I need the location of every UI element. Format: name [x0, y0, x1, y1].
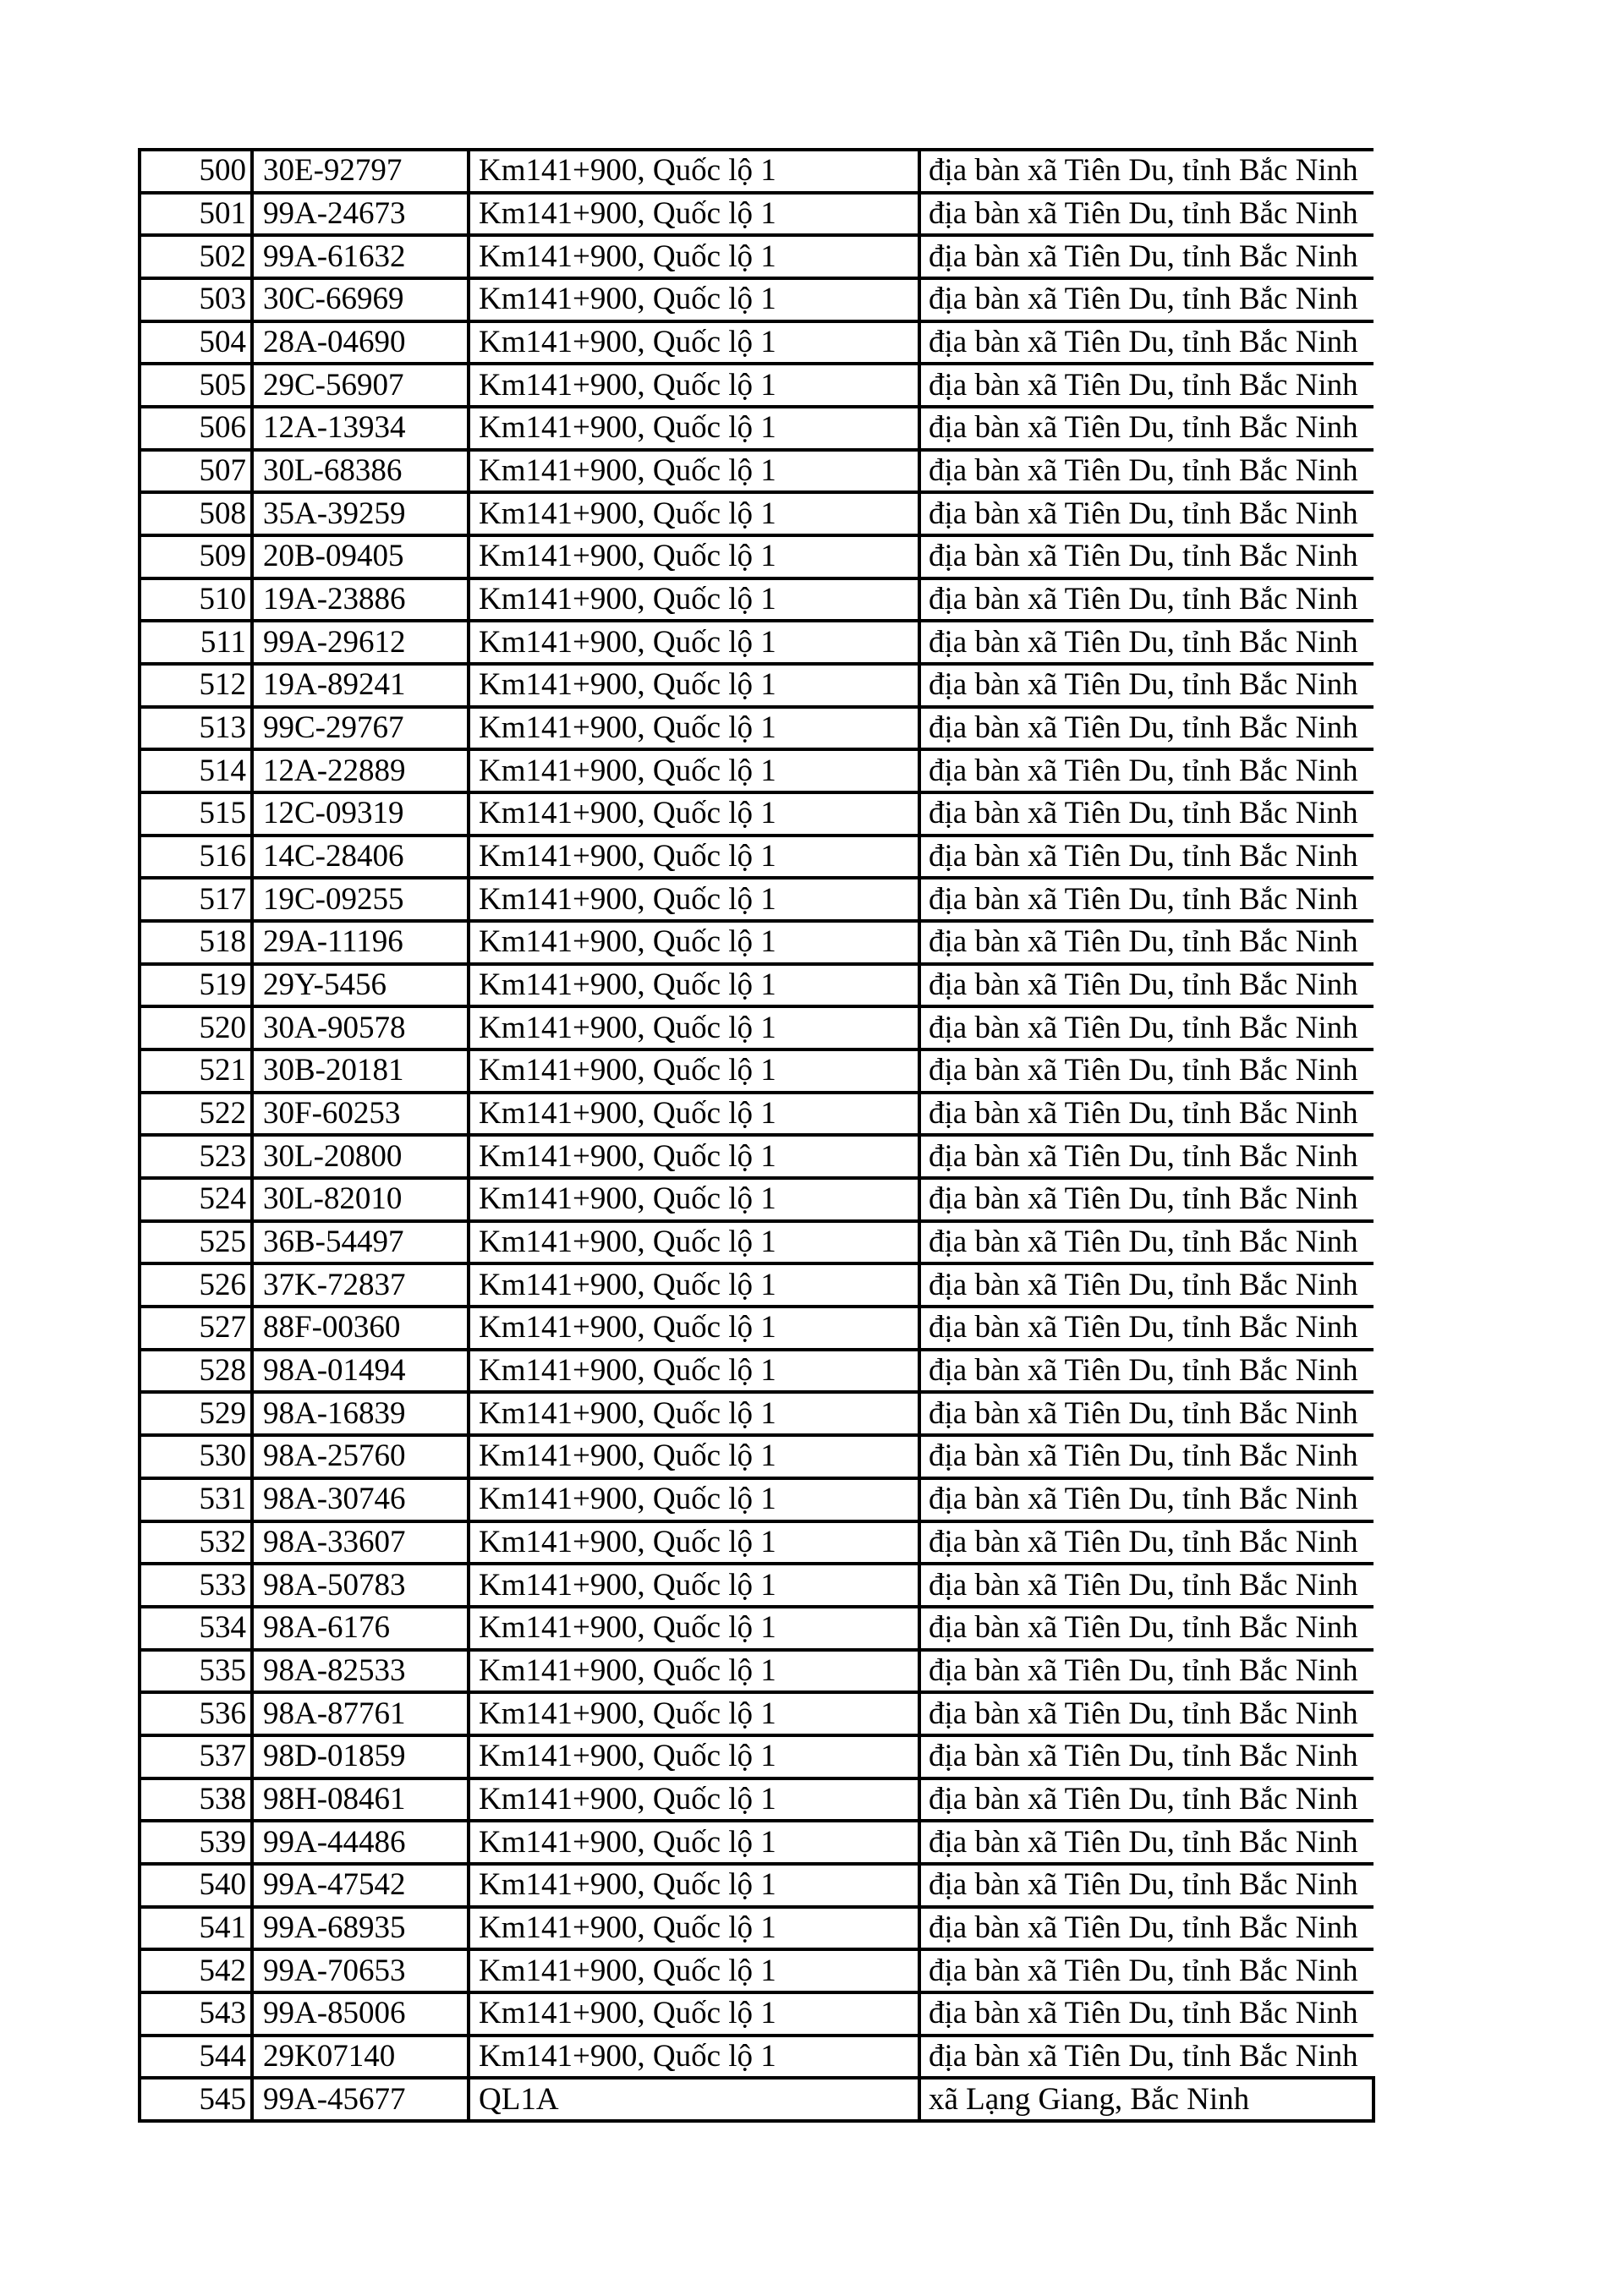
cell-row-number: 521 — [140, 1049, 252, 1093]
cell-area: địa bàn xã Tiên Du, tỉnh Bắc Ninh — [919, 749, 1374, 792]
cell-location: Km141+900, Quốc lộ 1 — [469, 1864, 919, 1907]
table-row — [140, 1778, 1374, 1822]
cell-area: địa bàn xã Tiên Du, tỉnh Bắc Ninh — [919, 1307, 1374, 1350]
table-row — [140, 749, 1374, 792]
cell-row-number: 526 — [140, 1263, 252, 1307]
table-row — [140, 1864, 1374, 1907]
cell-license-plate: 99A-29612 — [252, 621, 469, 664]
table-row — [140, 1692, 1374, 1735]
table-row — [140, 1650, 1374, 1693]
cell-license-plate: 98A-50783 — [252, 1564, 469, 1607]
cell-area: địa bàn xã Tiên Du, tỉnh Bắc Ninh — [919, 1093, 1374, 1136]
cell-row-number: 500 — [140, 150, 252, 193]
cell-location: Km141+900, Quốc lộ 1 — [469, 2036, 919, 2079]
cell-row-number: 534 — [140, 1607, 252, 1650]
cell-row-number: 537 — [140, 1735, 252, 1778]
cell-location: Km141+900, Quốc lộ 1 — [469, 1435, 919, 1478]
cell-area: địa bàn xã Tiên Du, tỉnh Bắc Ninh — [919, 1135, 1374, 1178]
cell-row-number: 543 — [140, 1992, 252, 2036]
cell-area: địa bàn xã Tiên Du, tỉnh Bắc Ninh — [919, 1735, 1374, 1778]
cell-area: địa bàn xã Tiên Du, tỉnh Bắc Ninh — [919, 707, 1374, 750]
table-row — [140, 1049, 1374, 1093]
cell-area: địa bàn xã Tiên Du, tỉnh Bắc Ninh — [919, 1692, 1374, 1735]
cell-row-number: 516 — [140, 836, 252, 879]
cell-row-number: 541 — [140, 1907, 252, 1950]
cell-area: địa bàn xã Tiên Du, tỉnh Bắc Ninh — [919, 1350, 1374, 1393]
cell-row-number: 527 — [140, 1307, 252, 1350]
table-row — [140, 321, 1374, 364]
cell-row-number: 512 — [140, 664, 252, 707]
cell-location: Km141+900, Quốc lộ 1 — [469, 1778, 919, 1822]
cell-row-number: 536 — [140, 1692, 252, 1735]
cell-area: địa bàn xã Tiên Du, tỉnh Bắc Ninh — [919, 1221, 1374, 1264]
table-row — [140, 792, 1374, 836]
table-row — [140, 1735, 1374, 1778]
cell-license-plate: 99A-45677 — [252, 2078, 469, 2121]
cell-license-plate: 98A-25760 — [252, 1435, 469, 1478]
cell-area: địa bàn xã Tiên Du, tỉnh Bắc Ninh — [919, 1778, 1374, 1822]
cell-location: Km141+900, Quốc lộ 1 — [469, 707, 919, 750]
cell-area: địa bàn xã Tiên Du, tỉnh Bắc Ninh — [919, 964, 1374, 1007]
table-body — [140, 150, 1374, 2121]
cell-license-plate: 29A-11196 — [252, 921, 469, 964]
cell-area: địa bàn xã Tiên Du, tỉnh Bắc Ninh — [919, 1821, 1374, 1864]
cell-row-number: 525 — [140, 1221, 252, 1264]
table-row — [140, 1821, 1374, 1864]
cell-license-plate: 98D-01859 — [252, 1735, 469, 1778]
cell-location: Km141+900, Quốc lộ 1 — [469, 1093, 919, 1136]
cell-location: Km141+900, Quốc lộ 1 — [469, 492, 919, 535]
cell-area: địa bàn xã Tiên Du, tỉnh Bắc Ninh — [919, 1864, 1374, 1907]
cell-row-number: 530 — [140, 1435, 252, 1478]
cell-row-number: 545 — [140, 2078, 252, 2121]
cell-license-plate: 98A-16839 — [252, 1392, 469, 1435]
table-row — [140, 1564, 1374, 1607]
cell-location: Km141+900, Quốc lộ 1 — [469, 878, 919, 921]
cell-license-plate: 12C-09319 — [252, 792, 469, 836]
cell-row-number: 523 — [140, 1135, 252, 1178]
cell-area: địa bàn xã Tiên Du, tỉnh Bắc Ninh — [919, 1907, 1374, 1950]
cell-location: Km141+900, Quốc lộ 1 — [469, 964, 919, 1007]
cell-row-number: 528 — [140, 1350, 252, 1393]
table-row — [140, 235, 1374, 278]
cell-row-number: 520 — [140, 1006, 252, 1049]
cell-row-number: 524 — [140, 1178, 252, 1221]
cell-area: địa bàn xã Tiên Du, tỉnh Bắc Ninh — [919, 278, 1374, 321]
cell-location: Km141+900, Quốc lộ 1 — [469, 621, 919, 664]
cell-location: Km141+900, Quốc lộ 1 — [469, 1135, 919, 1178]
cell-area: địa bàn xã Tiên Du, tỉnh Bắc Ninh — [919, 1049, 1374, 1093]
cell-location: Km141+900, Quốc lộ 1 — [469, 664, 919, 707]
cell-license-plate: 88F-00360 — [252, 1307, 469, 1350]
table-row — [140, 1178, 1374, 1221]
cell-location: Km141+900, Quốc lộ 1 — [469, 1350, 919, 1393]
table-row — [140, 1135, 1374, 1178]
cell-location: Km141+900, Quốc lộ 1 — [469, 407, 919, 450]
cell-area: địa bàn xã Tiên Du, tỉnh Bắc Ninh — [919, 364, 1374, 407]
table-row — [140, 193, 1374, 236]
cell-area: địa bàn xã Tiên Du, tỉnh Bắc Ninh — [919, 921, 1374, 964]
cell-row-number: 506 — [140, 407, 252, 450]
table-row — [140, 364, 1374, 407]
cell-license-plate: 30L-82010 — [252, 1178, 469, 1221]
cell-location: Km141+900, Quốc lộ 1 — [469, 235, 919, 278]
cell-license-plate: 37K-72837 — [252, 1263, 469, 1307]
cell-license-plate: 30L-68386 — [252, 450, 469, 493]
cell-license-plate: 99A-24673 — [252, 193, 469, 236]
cell-license-plate: 29C-56907 — [252, 364, 469, 407]
cell-row-number: 542 — [140, 1949, 252, 1992]
cell-license-plate: 19C-09255 — [252, 878, 469, 921]
cell-license-plate: 98A-30746 — [252, 1478, 469, 1521]
cell-row-number: 511 — [140, 621, 252, 664]
cell-license-plate: 98H-08461 — [252, 1778, 469, 1822]
cell-area: địa bàn xã Tiên Du, tỉnh Bắc Ninh — [919, 1650, 1374, 1693]
cell-row-number: 535 — [140, 1650, 252, 1693]
cell-location: Km141+900, Quốc lộ 1 — [469, 578, 919, 622]
cell-row-number: 510 — [140, 578, 252, 622]
table-row — [140, 1435, 1374, 1478]
table-row — [140, 1350, 1374, 1393]
cell-row-number: 531 — [140, 1478, 252, 1521]
cell-location: Km141+900, Quốc lộ 1 — [469, 535, 919, 578]
cell-row-number: 532 — [140, 1521, 252, 1564]
cell-license-plate: 36B-54497 — [252, 1221, 469, 1264]
cell-area: địa bàn xã Tiên Du, tỉnh Bắc Ninh — [919, 321, 1374, 364]
cell-area: địa bàn xã Tiên Du, tỉnh Bắc Ninh — [919, 150, 1374, 193]
cell-license-plate: 99A-44486 — [252, 1821, 469, 1864]
cell-row-number: 539 — [140, 1821, 252, 1864]
cell-area: địa bàn xã Tiên Du, tỉnh Bắc Ninh — [919, 1392, 1374, 1435]
cell-location: Km141+900, Quốc lộ 1 — [469, 1949, 919, 1992]
table-row — [140, 1992, 1374, 2036]
cell-location: Km141+900, Quốc lộ 1 — [469, 150, 919, 193]
cell-license-plate: 19A-89241 — [252, 664, 469, 707]
cell-row-number: 538 — [140, 1778, 252, 1822]
cell-area: địa bàn xã Tiên Du, tỉnh Bắc Ninh — [919, 2036, 1374, 2079]
cell-area: địa bàn xã Tiên Du, tỉnh Bắc Ninh — [919, 193, 1374, 236]
cell-license-plate: 30F-60253 — [252, 1093, 469, 1136]
cell-row-number: 529 — [140, 1392, 252, 1435]
cell-license-plate: 30A-90578 — [252, 1006, 469, 1049]
cell-row-number: 514 — [140, 749, 252, 792]
table-row — [140, 1263, 1374, 1307]
cell-area: địa bàn xã Tiên Du, tỉnh Bắc Ninh — [919, 1178, 1374, 1221]
cell-area: địa bàn xã Tiên Du, tỉnh Bắc Ninh — [919, 535, 1374, 578]
cell-row-number: 505 — [140, 364, 252, 407]
cell-location: Km141+900, Quốc lộ 1 — [469, 1392, 919, 1435]
cell-license-plate: 99A-70653 — [252, 1949, 469, 1992]
cell-location: Km141+900, Quốc lộ 1 — [469, 1006, 919, 1049]
cell-license-plate: 30C-66969 — [252, 278, 469, 321]
table-row — [140, 150, 1374, 193]
cell-area: địa bàn xã Tiên Du, tỉnh Bắc Ninh — [919, 878, 1374, 921]
cell-row-number: 540 — [140, 1864, 252, 1907]
cell-location: Km141+900, Quốc lộ 1 — [469, 1221, 919, 1264]
cell-license-plate: 99A-68935 — [252, 1907, 469, 1950]
cell-license-plate: 99A-85006 — [252, 1992, 469, 2036]
cell-license-plate: 12A-13934 — [252, 407, 469, 450]
cell-location: Km141+900, Quốc lộ 1 — [469, 1178, 919, 1221]
cell-row-number: 519 — [140, 964, 252, 1007]
cell-license-plate: 20B-09405 — [252, 535, 469, 578]
table-row — [140, 450, 1374, 493]
cell-location: Km141+900, Quốc lộ 1 — [469, 1263, 919, 1307]
cell-location: Km141+900, Quốc lộ 1 — [469, 1307, 919, 1350]
cell-row-number: 515 — [140, 792, 252, 836]
cell-location: Km141+900, Quốc lộ 1 — [469, 1564, 919, 1607]
cell-row-number: 544 — [140, 2036, 252, 2079]
cell-license-plate: 98A-6176 — [252, 1607, 469, 1650]
cell-row-number: 508 — [140, 492, 252, 535]
cell-location: Km141+900, Quốc lộ 1 — [469, 1650, 919, 1693]
table-row — [140, 878, 1374, 921]
cell-row-number: 504 — [140, 321, 252, 364]
cell-location: Km141+900, Quốc lộ 1 — [469, 792, 919, 836]
table-row — [140, 278, 1374, 321]
cell-location: Km141+900, Quốc lộ 1 — [469, 278, 919, 321]
cell-area: địa bàn xã Tiên Du, tỉnh Bắc Ninh — [919, 450, 1374, 493]
cell-license-plate: 99A-47542 — [252, 1864, 469, 1907]
cell-license-plate: 30E-92797 — [252, 150, 469, 193]
cell-area: địa bàn xã Tiên Du, tỉnh Bắc Ninh — [919, 578, 1374, 622]
cell-area: địa bàn xã Tiên Du, tỉnh Bắc Ninh — [919, 1006, 1374, 1049]
cell-license-plate: 28A-04690 — [252, 321, 469, 364]
cell-license-plate: 98A-82533 — [252, 1650, 469, 1693]
cell-area: xã Lạng Giang, Bắc Ninh — [919, 2078, 1374, 2121]
table-row — [140, 492, 1374, 535]
violations-table — [138, 148, 1375, 2123]
cell-area: địa bàn xã Tiên Du, tỉnh Bắc Ninh — [919, 836, 1374, 879]
cell-area: địa bàn xã Tiên Du, tỉnh Bắc Ninh — [919, 1263, 1374, 1307]
table-row — [140, 1907, 1374, 1950]
table-row — [140, 836, 1374, 879]
cell-location: Km141+900, Quốc lộ 1 — [469, 193, 919, 236]
cell-location: Km141+900, Quốc lộ 1 — [469, 921, 919, 964]
cell-license-plate: 99C-29767 — [252, 707, 469, 750]
cell-license-plate: 30B-20181 — [252, 1049, 469, 1093]
table-row — [140, 535, 1374, 578]
cell-row-number: 518 — [140, 921, 252, 964]
cell-location: Km141+900, Quốc lộ 1 — [469, 1821, 919, 1864]
cell-area: địa bàn xã Tiên Du, tỉnh Bắc Ninh — [919, 1564, 1374, 1607]
cell-area: địa bàn xã Tiên Du, tỉnh Bắc Ninh — [919, 1521, 1374, 1564]
cell-location: Km141+900, Quốc lộ 1 — [469, 1692, 919, 1735]
table-row — [140, 964, 1374, 1007]
cell-license-plate: 35A-39259 — [252, 492, 469, 535]
table-row — [140, 1307, 1374, 1350]
table-row — [140, 2078, 1374, 2121]
cell-location: Km141+900, Quốc lộ 1 — [469, 836, 919, 879]
table-row — [140, 1221, 1374, 1264]
cell-license-plate: 98A-33607 — [252, 1521, 469, 1564]
cell-license-plate: 30L-20800 — [252, 1135, 469, 1178]
table-row — [140, 621, 1374, 664]
cell-area: địa bàn xã Tiên Du, tỉnh Bắc Ninh — [919, 1949, 1374, 1992]
cell-location: Km141+900, Quốc lộ 1 — [469, 1735, 919, 1778]
cell-area: địa bàn xã Tiên Du, tỉnh Bắc Ninh — [919, 235, 1374, 278]
table-row — [140, 1607, 1374, 1650]
cell-area: địa bàn xã Tiên Du, tỉnh Bắc Ninh — [919, 664, 1374, 707]
table-row — [140, 1949, 1374, 1992]
cell-location: Km141+900, Quốc lộ 1 — [469, 749, 919, 792]
cell-row-number: 502 — [140, 235, 252, 278]
cell-area: địa bàn xã Tiên Du, tỉnh Bắc Ninh — [919, 1607, 1374, 1650]
table-row — [140, 2036, 1374, 2079]
cell-area: địa bàn xã Tiên Du, tỉnh Bắc Ninh — [919, 1478, 1374, 1521]
cell-row-number: 501 — [140, 193, 252, 236]
cell-location: Km141+900, Quốc lộ 1 — [469, 364, 919, 407]
cell-license-plate: 29Y-5456 — [252, 964, 469, 1007]
cell-row-number: 509 — [140, 535, 252, 578]
table-row — [140, 578, 1374, 622]
cell-area: địa bàn xã Tiên Du, tỉnh Bắc Ninh — [919, 792, 1374, 836]
cell-area: địa bàn xã Tiên Du, tỉnh Bắc Ninh — [919, 492, 1374, 535]
cell-row-number: 522 — [140, 1093, 252, 1136]
cell-license-plate: 29K07140 — [252, 2036, 469, 2079]
cell-row-number: 533 — [140, 1564, 252, 1607]
cell-area: địa bàn xã Tiên Du, tỉnh Bắc Ninh — [919, 1435, 1374, 1478]
cell-location: Km141+900, Quốc lộ 1 — [469, 1521, 919, 1564]
cell-license-plate: 12A-22889 — [252, 749, 469, 792]
cell-license-plate: 99A-61632 — [252, 235, 469, 278]
cell-location: Km141+900, Quốc lộ 1 — [469, 321, 919, 364]
cell-location: Km141+900, Quốc lộ 1 — [469, 450, 919, 493]
table-row — [140, 407, 1374, 450]
cell-location: Km141+900, Quốc lộ 1 — [469, 1607, 919, 1650]
cell-license-plate: 19A-23886 — [252, 578, 469, 622]
cell-location: Km141+900, Quốc lộ 1 — [469, 1478, 919, 1521]
table-row — [140, 707, 1374, 750]
table-row — [140, 664, 1374, 707]
cell-area: địa bàn xã Tiên Du, tỉnh Bắc Ninh — [919, 1992, 1374, 2036]
cell-location: Km141+900, Quốc lộ 1 — [469, 1992, 919, 2036]
cell-row-number: 517 — [140, 878, 252, 921]
cell-license-plate: 14C-28406 — [252, 836, 469, 879]
cell-area: địa bàn xã Tiên Du, tỉnh Bắc Ninh — [919, 621, 1374, 664]
cell-row-number: 503 — [140, 278, 252, 321]
table-row — [140, 1478, 1374, 1521]
cell-row-number: 513 — [140, 707, 252, 750]
cell-license-plate: 98A-01494 — [252, 1350, 469, 1393]
cell-row-number: 507 — [140, 450, 252, 493]
cell-location: Km141+900, Quốc lộ 1 — [469, 1049, 919, 1093]
cell-location: QL1A — [469, 2078, 919, 2121]
cell-license-plate: 98A-87761 — [252, 1692, 469, 1735]
table-row — [140, 921, 1374, 964]
cell-location: Km141+900, Quốc lộ 1 — [469, 1907, 919, 1950]
table-row — [140, 1006, 1374, 1049]
table-row — [140, 1521, 1374, 1564]
table-row — [140, 1093, 1374, 1136]
table-row — [140, 1392, 1374, 1435]
cell-area: địa bàn xã Tiên Du, tỉnh Bắc Ninh — [919, 407, 1374, 450]
